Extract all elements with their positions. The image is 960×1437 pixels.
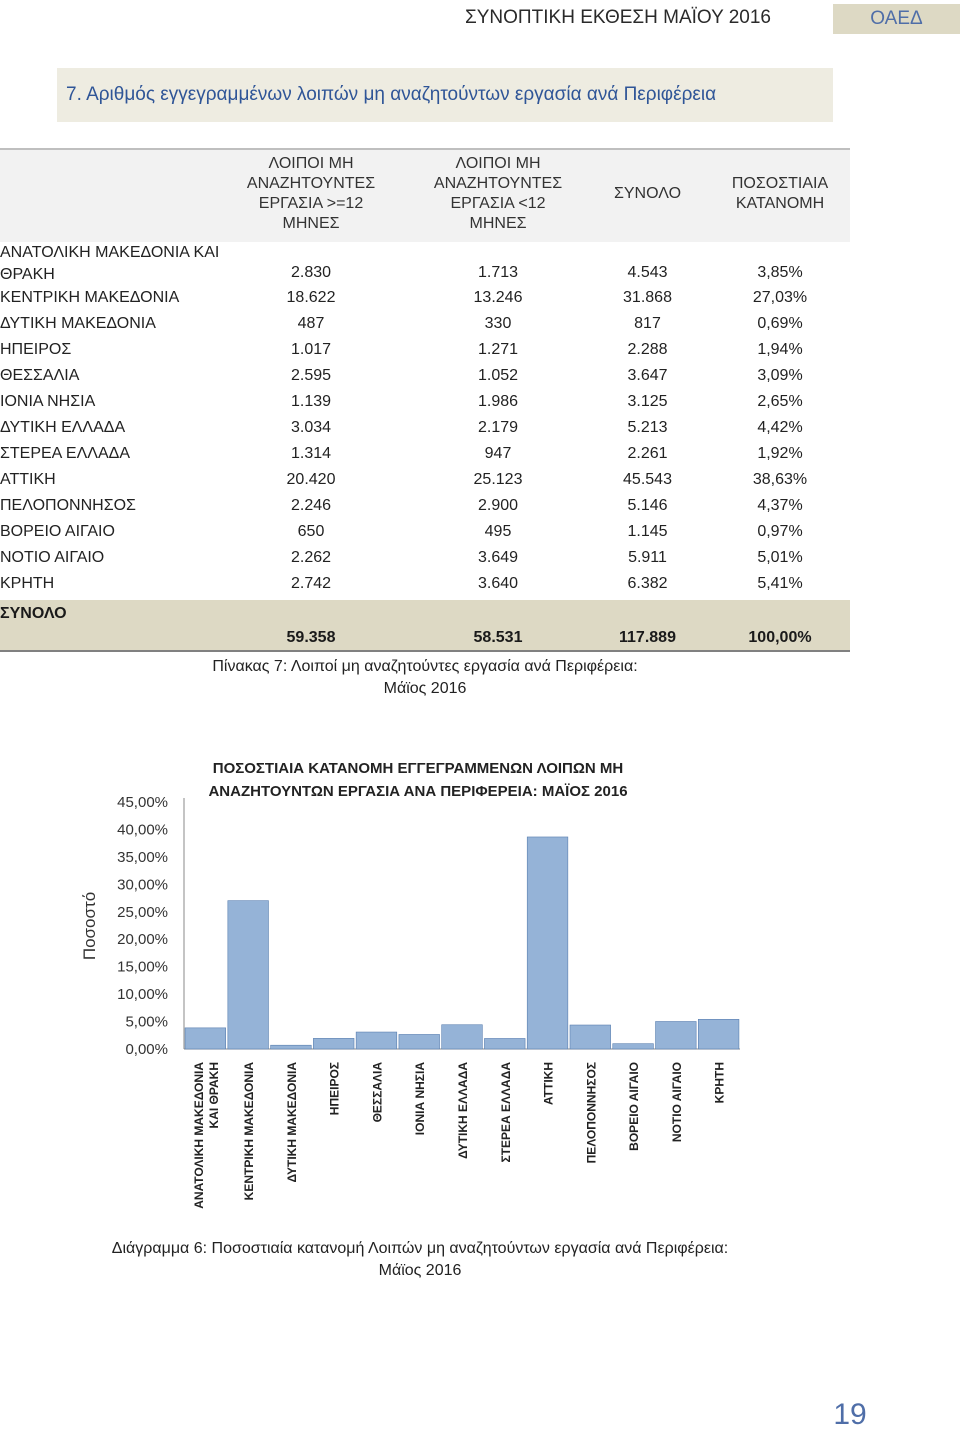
chart-title-line: ΠΟΣΟΣΤΙΑΙΑ ΚΑΤΑΝΟΜΗ ΕΓΓΕΓΡΑΜΜΕΝΩΝ ΛΟΙΠΩΝ ΜΗ (212, 760, 624, 777)
value-lt12: 3.649 (477, 549, 519, 566)
bar-11 (613, 1044, 654, 1049)
value-lt12: 3.640 (477, 575, 519, 592)
value-percentage: 3,85% (757, 264, 803, 281)
bar-13 (698, 1019, 739, 1049)
value-ge12: 487 (297, 315, 325, 332)
value-lt12: 947 (484, 445, 512, 462)
value-percentage: 38,63% (752, 471, 808, 488)
y-tick-label: 30,00% (117, 876, 168, 894)
value-percentage: 2,65% (757, 393, 803, 410)
x-tick-label: ΔΥΤΙΚΗ ΜΑΚΕΔΟΝΙΑ (284, 1062, 299, 1183)
document-header-title: ΣΥΝΟΠΤΙΚΗ ΕΚΘΕΣΗ ΜΑΪΟΥ 2016 (465, 7, 771, 28)
bar-10 (570, 1025, 611, 1049)
value-percentage: 0,69% (757, 315, 803, 332)
bar-5 (356, 1032, 397, 1049)
column-header-percentage: ΠΟΣΟΣΤΙΑΙΑ ΚΑΤΑΝΟΜΗ (731, 175, 829, 212)
region-name: ΚΕΝΤΡΙΚΗ ΜΑΚΕΔΟΝΙΑ (0, 289, 180, 306)
region-name: ΑΝΑΤΟΛΙΚΗ ΜΑΚΕΔΟΝΙΑ ΚΑΙ ΘΡΑΚΗ (0, 244, 220, 283)
region-name: ΔΥΤΙΚΗ ΜΑΚΕΔΟΝΙΑ (0, 315, 156, 332)
value-ge12: 1.139 (290, 393, 332, 410)
region-name: ΔΥΤΙΚΗ ΕΛΛΑΔΑ (0, 419, 126, 436)
total-percentage: 100,00% (748, 629, 812, 646)
total-label: ΣΥΝΟΛΟ (0, 605, 67, 622)
value-ge12: 2.262 (290, 549, 332, 566)
column-header-total: ΣΥΝΟΛΟ (613, 185, 682, 202)
value-lt12: 2.179 (477, 419, 519, 436)
x-tick-label: ΚΡΗΤΗ (712, 1062, 727, 1104)
y-tick-label: 35,00% (117, 848, 168, 866)
region-name: ΠΕΛΟΠΟΝΝΗΣΟΣ (0, 497, 136, 514)
value-percentage: 4,37% (757, 497, 803, 514)
section-title: 7. Αριθμός εγγεγραμμένων λοιπών μη αναζητούντων εργασία ανά Περιφέρεια (66, 84, 717, 105)
value-total: 3.125 (627, 393, 668, 410)
y-tick-label: 10,00% (117, 986, 168, 1004)
region-name: ΣΤΕΡΕΑ ΕΛΛΑΔΑ (0, 445, 130, 462)
x-tick-label: ΘΕΣΣΑΛΙΑ (370, 1062, 385, 1123)
x-tick-label: ΠΕΛΟΠΟΝΝΗΣΟΣ (584, 1062, 599, 1164)
value-ge12: 3.034 (290, 419, 332, 436)
value-total: 45.543 (623, 471, 672, 488)
y-axis-label: Ποσοστό (80, 891, 99, 961)
value-ge12: 2.595 (290, 367, 332, 384)
bar-9 (527, 837, 568, 1049)
y-tick-label: 40,00% (117, 821, 168, 839)
value-total: 1.145 (627, 523, 668, 540)
chart-caption (60, 1238, 780, 1282)
value-ge12: 650 (297, 523, 325, 540)
value-total: 3.647 (627, 367, 668, 384)
value-total: 5.213 (627, 419, 668, 436)
value-ge12: 2.246 (290, 497, 332, 514)
x-tick-label: ΚΑΙ ΘΡΑΚΗ (206, 1062, 221, 1129)
x-tick-label: ΚΕΝΤΡΙΚΗ ΜΑΚΕΔΟΝΙΑ (242, 1062, 257, 1201)
bar-1 (185, 1028, 226, 1049)
bar-3 (271, 1045, 312, 1049)
x-tick-label: ΙΟΝΙΑ ΝΗΣΙΑ (413, 1062, 428, 1136)
value-lt12: 330 (484, 315, 512, 332)
value-lt12: 1.052 (477, 367, 519, 384)
column-header-lt12: ΛΟΙΠΟΙ ΜΗ ΑΝΑΖΗΤΟΥΝΤΕΣ ΕΡΓΑΣΙΑ <12 ΜΗΝΕΣ (433, 155, 563, 232)
value-total: 2.261 (627, 445, 668, 462)
value-lt12: 25.123 (473, 471, 523, 488)
region-name: ΘΕΣΣΑΛΙΑ (0, 367, 80, 384)
y-tick-label: 25,00% (117, 903, 168, 921)
value-percentage: 1,92% (757, 445, 803, 462)
table-caption-line1: Πίνακας 7: Λοιποί μη αναζητούντες εργασία ανά Περιφέρεια: (212, 658, 638, 675)
y-tick-label: 0,00% (125, 1041, 168, 1058)
region-name: ΗΠΕΙΡΟΣ (0, 341, 72, 358)
value-lt12: 495 (484, 523, 512, 540)
value-percentage: 5,01% (757, 549, 803, 566)
region-name: ΑΤΤΙΚΗ (0, 471, 56, 488)
bar-7 (442, 1025, 483, 1049)
value-lt12: 2.900 (477, 497, 519, 514)
column-header-ge12: ΛΟΙΠΟΙ ΜΗ ΑΝΑΖΗΤΟΥΝΤΕΣ ΕΡΓΑΣΙΑ >=12 ΜΗΝΕΣ (246, 155, 376, 232)
chart-caption-line1: Διάγραμμα 6: Ποσοστιαία κατανομή Λοιπών μη αναζητούντων εργασία ανά Περιφέρεια: (111, 1240, 729, 1257)
value-percentage: 27,03% (752, 289, 808, 306)
value-lt12: 1.713 (477, 264, 519, 281)
y-tick-label: 20,00% (117, 931, 168, 949)
value-percentage: 1,94% (757, 341, 803, 358)
chart-title-line: ΑΝΑΖΗΤΟΥΝΤΩΝ ΕΡΓΑΣΙΑ ΑΝΑ ΠΕΡΙΦΕΡΕΙΑ: ΜΑΪΟΣ 2016 (208, 783, 628, 800)
page-number: 19 (833, 1398, 867, 1431)
x-tick-label: ΔΥΤΙΚΗ ΕΛΛΑΔΑ (456, 1062, 470, 1159)
value-ge12: 1.314 (290, 445, 332, 462)
value-ge12: 2.830 (290, 264, 332, 281)
region-name: ΝΟΤΙΟ ΑΙΓΑΙΟ (0, 549, 105, 566)
bar-12 (656, 1022, 697, 1049)
value-lt12: 13.246 (473, 289, 523, 306)
value-percentage: 4,42% (757, 419, 803, 436)
bar-4 (313, 1038, 354, 1049)
value-ge12: 18.622 (286, 289, 336, 306)
y-tick-label: 15,00% (117, 958, 168, 976)
total-lt12: 58.531 (473, 629, 523, 646)
value-lt12: 1.986 (477, 393, 519, 410)
x-tick-label: ΣΤΕΡΕΑ ΕΛΛΑΔΑ (498, 1062, 513, 1163)
bar-8 (484, 1038, 525, 1049)
brand-label: ΟΑΕΔ (833, 4, 960, 34)
table-caption-line2: Μάϊος 2016 (383, 680, 467, 697)
value-total: 31.868 (623, 289, 672, 306)
value-ge12: 20.420 (286, 471, 336, 488)
value-total: 5.911 (628, 549, 667, 566)
value-total: 817 (634, 315, 661, 332)
y-tick-label: 45,00% (117, 794, 168, 811)
value-total: 5.146 (627, 497, 668, 514)
value-total: 6.382 (627, 575, 668, 592)
value-lt12: 1.271 (477, 341, 519, 358)
total-total: 117.889 (619, 629, 676, 646)
bar-2 (228, 901, 269, 1049)
total-ge12: 59.358 (286, 629, 336, 646)
x-tick-label: ΑΝΑΤΟΛΙΚΗ ΜΑΚΕΔΟΝΙΑ (191, 1062, 206, 1209)
region-name: ΙΟΝΙΑ ΝΗΣΙΑ (0, 393, 96, 410)
value-ge12: 1.017 (290, 341, 332, 358)
x-tick-label: ΗΠΕΙΡΟΣ (327, 1062, 342, 1116)
value-percentage: 5,41% (757, 575, 803, 592)
y-tick-label: 5,00% (125, 1013, 168, 1031)
region-name: ΚΡΗΤΗ (0, 575, 55, 592)
value-total: 4.543 (627, 264, 668, 281)
value-total: 2.288 (627, 341, 668, 358)
region-name: ΒΟΡΕΙΟ ΑΙΓΑΙΟ (0, 523, 115, 540)
bar-6 (399, 1034, 440, 1049)
x-tick-label: ΒΟΡΕΙΟ ΑΙΓΑΙΟ (627, 1062, 642, 1151)
value-percentage: 0,97% (757, 523, 803, 540)
chart-caption-line2: Μάϊος 2016 (378, 1262, 462, 1279)
value-percentage: 3,09% (757, 367, 803, 384)
value-ge12: 2.742 (290, 575, 332, 592)
x-tick-label: ΝΟΤΙΟ ΑΙΓΑΙΟ (669, 1062, 684, 1143)
x-tick-label: ΑΤΤΙΚΗ (541, 1062, 556, 1105)
